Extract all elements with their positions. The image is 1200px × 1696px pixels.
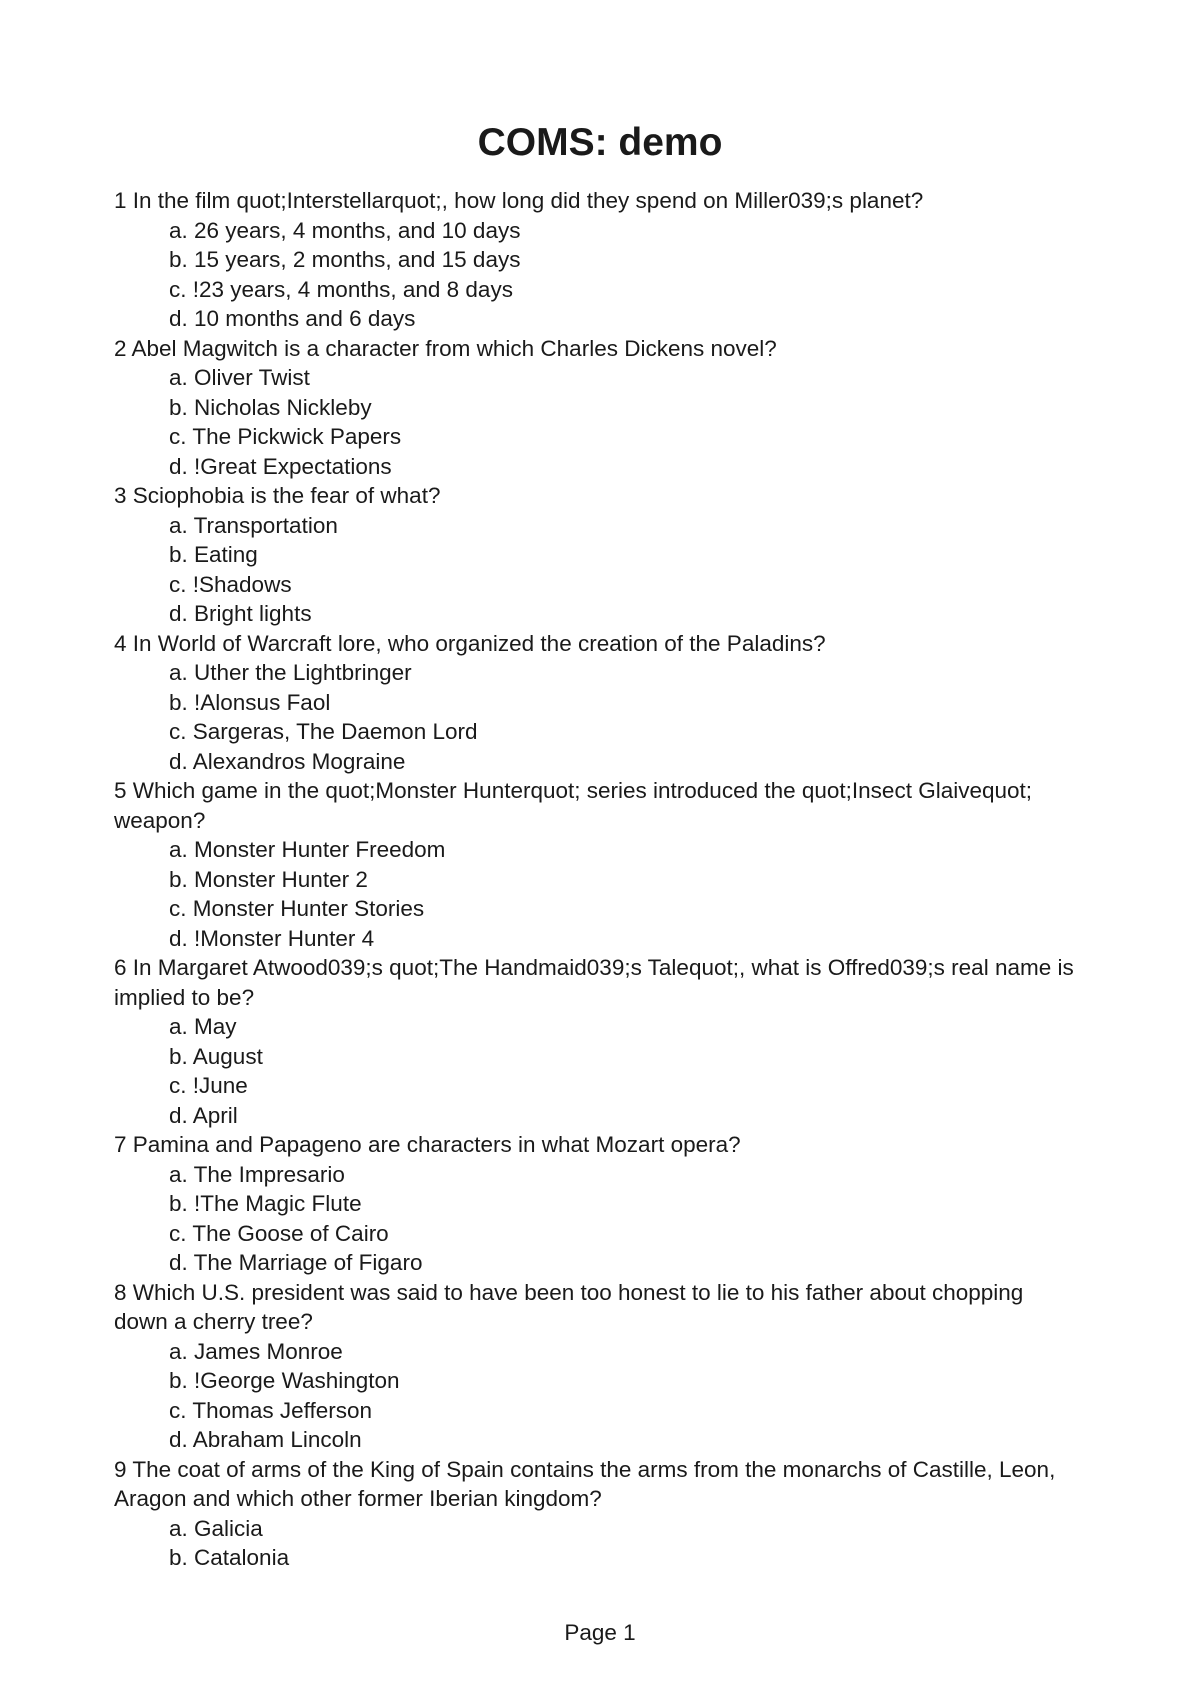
answer-option: a. 26 years, 4 months, and 10 days (169, 217, 521, 243)
answer-option: b. !George Washington (169, 1368, 400, 1393)
question-text: 1 In the film quot;Interstellarquot;, how long did they spend on Miller039;s planet? (114, 188, 924, 213)
question-text: 8 Which U.S. president was said to have been too honest to lie to his father about chopping down a cherry tree? (114, 1279, 1024, 1334)
answer-option: b. 15 years, 2 months, and 15 days (169, 247, 521, 272)
question-list (114, 186, 1074, 1573)
question-text: 9 The coat of arms of the King of Spain contains the arms from the monarchs of Castille, Leon, Aragon and which other former Iberian kingdom? (114, 1456, 1056, 1511)
answer-options (114, 658, 1074, 776)
answer-option: a. Monster Hunter Freedom (169, 837, 446, 862)
answer-option: d. 10 months and 6 days (169, 306, 416, 331)
document-title: COMS: demo (477, 121, 723, 164)
answer-option: a. James Monroe (169, 1338, 343, 1364)
answer-option: d. April (169, 1102, 238, 1128)
answer-option: b. August (169, 1043, 263, 1069)
answer-options (114, 835, 1074, 953)
answer-options (114, 511, 1074, 629)
answer-option: b. !The Magic Flute (169, 1191, 362, 1216)
question-5 (114, 776, 1074, 953)
answer-options (114, 1514, 1074, 1573)
answer-option: c. The Goose of Cairo (169, 1220, 389, 1246)
question-7 (114, 1130, 1074, 1278)
answer-option: b. Eating (169, 542, 258, 567)
answer-option: a. Oliver Twist (169, 365, 310, 390)
answer-option: a. May (169, 1014, 237, 1039)
answer-options (114, 1012, 1074, 1130)
question-9 (114, 1455, 1074, 1573)
question-6 (114, 953, 1074, 1130)
question-3 (114, 481, 1074, 629)
answer-option: c. Sargeras, The Daemon Lord (169, 719, 478, 744)
answer-options (114, 1337, 1074, 1455)
answer-option: a. Galicia (169, 1515, 263, 1541)
answer-option: d. Bright lights (169, 601, 312, 626)
question-2 (114, 334, 1074, 482)
answer-option: d. !Monster Hunter 4 (169, 925, 375, 951)
question-text: 4 In World of Warcraft lore, who organized the creation of the Paladins? (114, 630, 826, 656)
answer-option: c. The Pickwick Papers (169, 424, 402, 449)
answer-option: b. Nicholas Nickleby (169, 394, 372, 420)
answer-option: d. Abraham Lincoln (169, 1427, 362, 1452)
answer-option: b. Monster Hunter 2 (169, 866, 368, 892)
answer-options (114, 363, 1074, 481)
answer-option: a. Transportation (169, 512, 338, 538)
answer-options (114, 1160, 1074, 1278)
answer-option: b. Catalonia (169, 1545, 290, 1570)
answer-option: d. !Great Expectations (169, 453, 392, 479)
answer-option: c. Monster Hunter Stories (169, 896, 425, 921)
question-text: 6 In Margaret Atwood039;s quot;The Handmaid039;s Talequot;, what is Offred039;s real name is implied to be? (114, 955, 1074, 1010)
answer-option: d. The Marriage of Figaro (169, 1250, 423, 1275)
answer-option: c. !June (169, 1073, 248, 1098)
answer-option: a. The Impresario (169, 1161, 345, 1187)
question-8 (114, 1278, 1074, 1455)
question-text: 3 Sciophobia is the fear of what? (114, 483, 441, 508)
question-text: 5 Which game in the quot;Monster Hunterquot; series introduced the quot;Insect Glaivequot; weapon? (114, 778, 1033, 833)
answer-option: b. !Alonsus Faol (169, 689, 331, 715)
answer-option: c. !23 years, 4 months, and 8 days (169, 276, 513, 302)
question-text: 2 Abel Magwitch is a character from which Charles Dickens novel? (114, 335, 777, 361)
answer-option: d. Alexandros Mograine (169, 748, 406, 774)
answer-option: c. Thomas Jefferson (169, 1397, 373, 1423)
answer-option: c. !Shadows (169, 571, 292, 597)
answer-option: a. Uther the Lightbringer (169, 660, 412, 685)
question-4 (114, 629, 1074, 777)
answer-options (114, 216, 1074, 334)
page-number: Page 1 (564, 1620, 636, 1645)
question-text: 7 Pamina and Papageno are characters in what Mozart opera? (114, 1132, 741, 1157)
question-1 (114, 186, 1074, 334)
